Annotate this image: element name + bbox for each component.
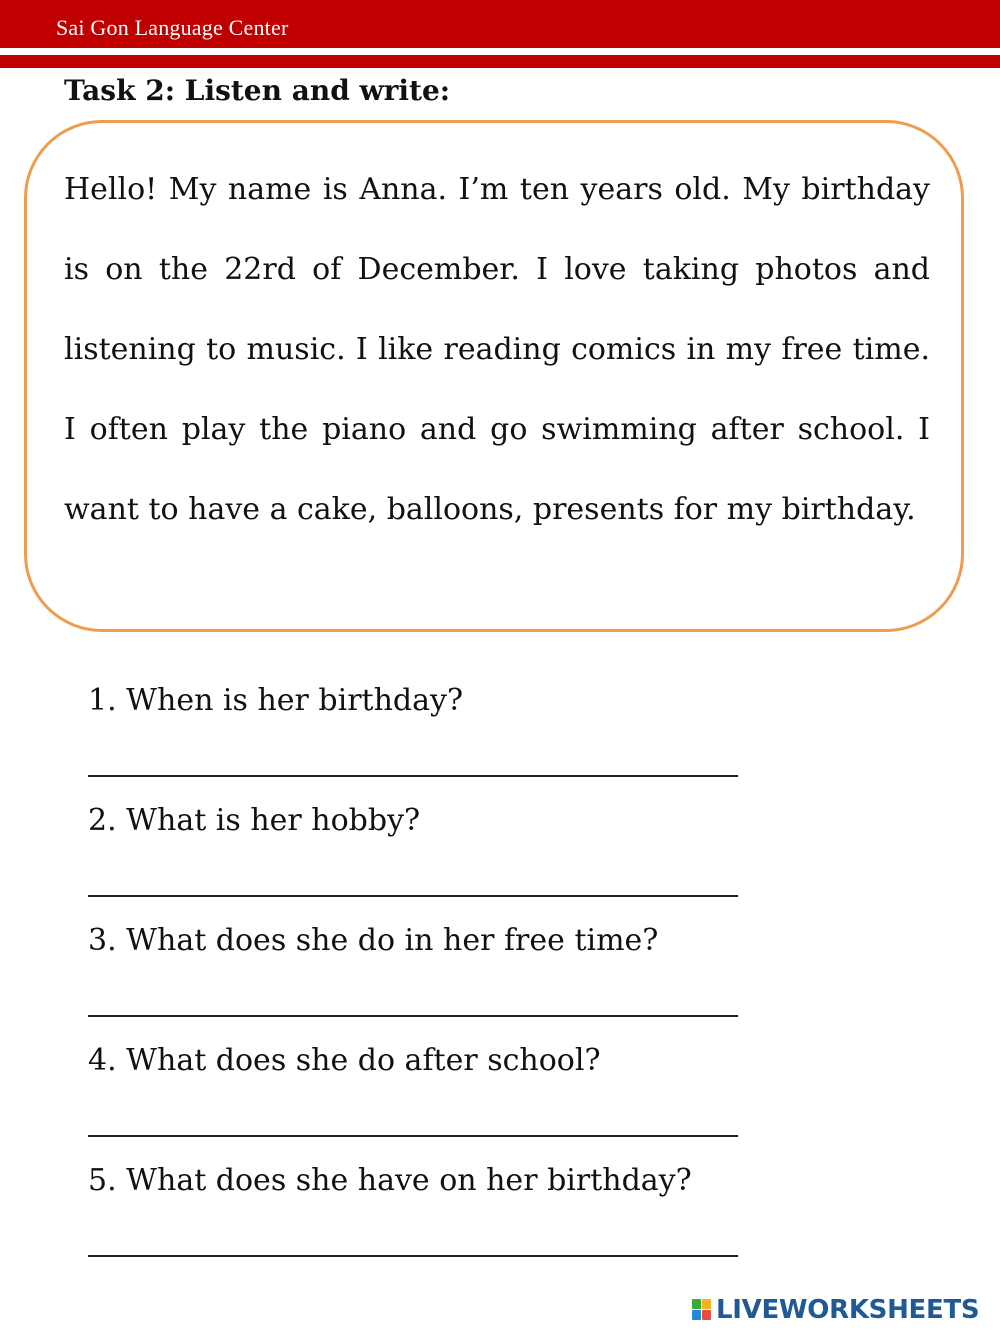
- liveworksheets-logo: [692, 1294, 979, 1326]
- org-name: Sai Gon Language Center: [56, 15, 289, 40]
- answer-line-3[interactable]: [88, 1015, 738, 1017]
- question-1: 1. When is her birthday?: [88, 683, 464, 718]
- question-5: 5. What does she have on her birthday?: [88, 1163, 692, 1198]
- passage-text: Hello! My name is Anna. I’m ten years old. My birthday is on the 22rd of December. I love taking photos and listening to music. I like reading comics in my free time. I often play the piano and go swimming after school. I want to have a cake, balloons, presents for my birthday.: [64, 172, 930, 527]
- question-2: 2. What is her hobby?: [88, 803, 421, 838]
- logo-text: LIVEWORKSHEETS: [716, 1295, 980, 1325]
- answer-line-5[interactable]: [88, 1255, 738, 1257]
- question-4: 4. What does she do after school?: [88, 1043, 601, 1078]
- liveworksheets-logo-icon: [692, 1299, 712, 1321]
- header-stripe: [0, 55, 1000, 68]
- question-3: 3. What does she do in her free time?: [88, 923, 659, 958]
- answer-line-1[interactable]: [88, 775, 738, 777]
- answer-line-2[interactable]: [88, 895, 738, 897]
- task-title: Task 2: Listen and write:: [64, 74, 451, 107]
- answer-line-4[interactable]: [88, 1135, 738, 1137]
